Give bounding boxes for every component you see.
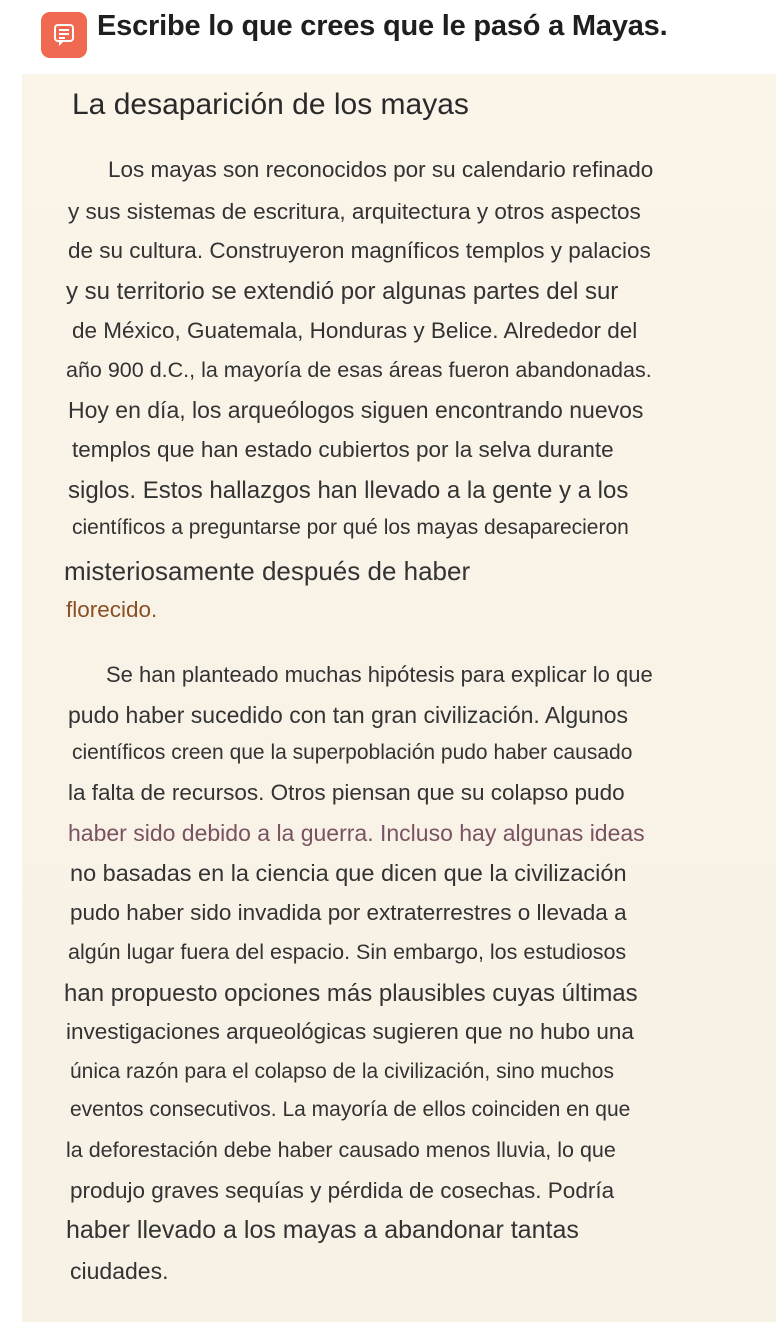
paragraph-2-line: haber sido debido a la guerra. Incluso hay algunas ideas bbox=[68, 820, 645, 846]
paragraph-1-line: misteriosamente después de haber bbox=[64, 556, 471, 586]
paragraph-1-line: templos que han estado cubiertos por la selva durante bbox=[72, 437, 614, 462]
article-title: La desaparición de los mayas bbox=[72, 88, 469, 121]
paragraph-2-line: pudo haber sido invadida por extraterrestres o llevada a bbox=[70, 900, 627, 925]
question-header bbox=[0, 0, 776, 62]
paragraph-1-line: científicos a preguntarse por qué los mayas desaparecieron bbox=[72, 516, 629, 539]
question-text: Escribe lo que crees que le pasó a Mayas. bbox=[97, 10, 668, 42]
paragraph-2-line: han propuesto opciones más plausibles cuyas últimas bbox=[64, 980, 638, 1007]
paragraph-1-line: de su cultura. Construyeron magníficos templos y palacios bbox=[68, 238, 651, 263]
paragraph-2-line: la falta de recursos. Otros piensan que su colapso pudo bbox=[68, 780, 625, 805]
paragraph-2-line: investigaciones arqueológicas sugieren que no hubo una bbox=[66, 1019, 634, 1044]
paragraph-2-line: científicos creen que la superpoblación pudo haber causado bbox=[72, 741, 633, 764]
paragraph-1-line: y sus sistemas de escritura, arquitectura y otros aspectos bbox=[68, 199, 641, 224]
paragraph-2-line: Se han planteado muchas hipótesis para explicar lo que bbox=[106, 662, 653, 687]
paragraph-1-line: año 900 d.C., la mayoría de esas áreas fueron abandonadas. bbox=[66, 358, 652, 382]
paragraph-2-line: ciudades. bbox=[70, 1258, 169, 1284]
paragraph-2-line: haber llevado a los mayas a abandonar tantas bbox=[66, 1216, 579, 1244]
paragraph-1-line: siglos. Estos hallazgos han llevado a la gente y a los bbox=[68, 477, 629, 504]
paragraph-2-line: produjo graves sequías y pérdida de cosechas. Podría bbox=[70, 1178, 615, 1203]
paragraph-2-line: la deforestación debe haber causado menos lluvia, lo que bbox=[66, 1138, 616, 1162]
paragraph-1-line: Los mayas son reconocidos por su calendario refinado bbox=[108, 157, 654, 182]
paragraph-1-line: florecido. bbox=[66, 597, 158, 622]
message-icon bbox=[41, 12, 87, 58]
paragraph-1-line: Hoy en día, los arqueólogos siguen encontrando nuevos bbox=[68, 397, 644, 423]
paragraph-2-line: pudo haber sucedido con tan gran civilización. Algunos bbox=[68, 702, 629, 728]
paragraph-2-line: no basadas en la ciencia que dicen que la civilización bbox=[70, 860, 627, 886]
paragraph-2-line: algún lugar fuera del espacio. Sin embargo, los estudiosos bbox=[68, 940, 627, 964]
paragraph-1-line: y su territorio se extendió por algunas partes del sur bbox=[66, 278, 619, 305]
paragraph-2-line: eventos consecutivos. La mayoría de ellos coinciden en que bbox=[70, 1098, 631, 1121]
paragraph-1-line: de México, Guatemala, Honduras y Belice. Alrededor del bbox=[72, 318, 638, 343]
paragraph-2-line: única razón para el colapso de la civilización, sino muchos bbox=[70, 1060, 614, 1083]
